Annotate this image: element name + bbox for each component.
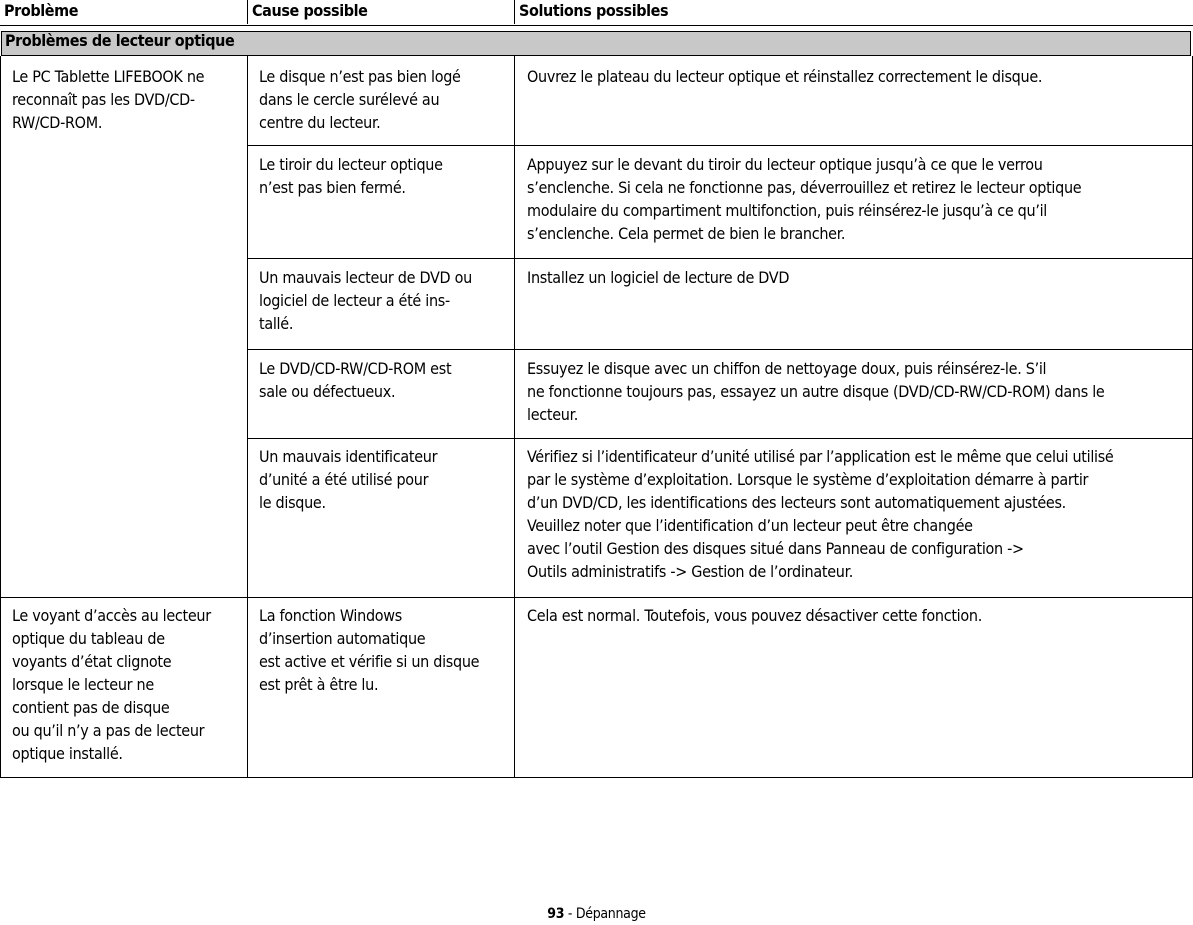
column-header-solutions: Solutions possibles: [514, 0, 1193, 24]
problem-divider: [0, 597, 1193, 598]
problem-cell: Le PC Tablette LIFEBOOK ne reconnaît pas les DVD/CD- RW/CD-ROM.: [12, 67, 205, 132]
cause-cell: Le DVD/CD-RW/CD-ROM est sale ou défectueux.: [259, 359, 452, 401]
solution-cell: Vérifiez si l’identificateur d’unité utilisé par l’application est le même que celui utilisé par le système d’exploitation. Lorsque le système d’exploitation démarre à partir d’un DVD/CD, les identifications des lecteurs sont automatiquement ajustées. Veuillez noter que l’identification d’un lecteur peut être changée avec l’outil Gestion des disques situé dans Panneau de configuration -> Outils administratifs -> Gestion de l’ordinateur.: [527, 447, 1114, 581]
cause-cell: Le tiroir du lecteur optique n’est pas bien fermé.: [259, 155, 443, 197]
solution-cell: Installez un logiciel de lecture de DVD: [527, 268, 790, 287]
footer-section: Dépannage: [575, 906, 646, 922]
footer-separator: -: [564, 906, 576, 922]
cause-cell: Un mauvais identificateur d’unité a été utilisé pour le disque.: [259, 447, 438, 512]
page-footer: [0, 906, 1193, 922]
row-divider: [247, 145, 1193, 146]
column-header-cause: Cause possible: [247, 0, 516, 24]
problem-cell: Le voyant d’accès au lecteur optique du tableau de voyants d’état clignote lorsque le lecteur ne contient pas de disque ou qu’il n’y a pas de lecteur optique installé.: [12, 606, 211, 763]
column-divider-2: [514, 56, 515, 778]
solution-cell: Appuyez sur le devant du tiroir du lecteur optique jusqu’à ce que le verrou s’enclenche. Si cela ne fonctionne pas, déverrouillez et retirez le lecteur optique modulaire du compartiment multifonction, puis réinsérez-le jusqu’à ce qu’il s’enclenche. Cela permet de bien le brancher.: [527, 155, 1082, 243]
page-number: 93: [547, 906, 565, 922]
table-border-bottom: [0, 777, 1193, 778]
cause-cell: Un mauvais lecteur de DVD ou logiciel de lecteur a été ins- tallé.: [259, 268, 472, 333]
table-column-headers: [0, 0, 1193, 24]
column-divider-1: [247, 56, 248, 778]
cause-cell: La fonction Windows d’insertion automatique est active et vérifie si un disque est prêt à être lu.: [259, 606, 480, 694]
section-title: Problèmes de lecteur optique: [1, 31, 1191, 56]
column-header-problem: Problème: [4, 1, 79, 20]
solution-cell: Cela est normal. Toutefois, vous pouvez désactiver cette fonction.: [527, 606, 982, 625]
troubleshooting-table: [0, 56, 1193, 778]
row-divider: [247, 258, 1193, 259]
header-divider: [0, 25, 1193, 26]
row-divider: [247, 438, 1193, 439]
cause-cell: Le disque n’est pas bien logé dans le cercle surélevé au centre du lecteur.: [259, 67, 461, 132]
table-border-left: [0, 56, 1, 778]
solution-cell: Essuyez le disque avec un chiffon de nettoyage doux, puis réinsérez-le. S’il ne fonctionne toujours pas, essayez un autre disque (DVD/CD-RW/CD-ROM) dans le lecteur.: [527, 359, 1105, 424]
solution-cell: Ouvrez le plateau du lecteur optique et réinstallez correctement le disque.: [527, 67, 1043, 86]
row-divider: [247, 349, 1193, 350]
